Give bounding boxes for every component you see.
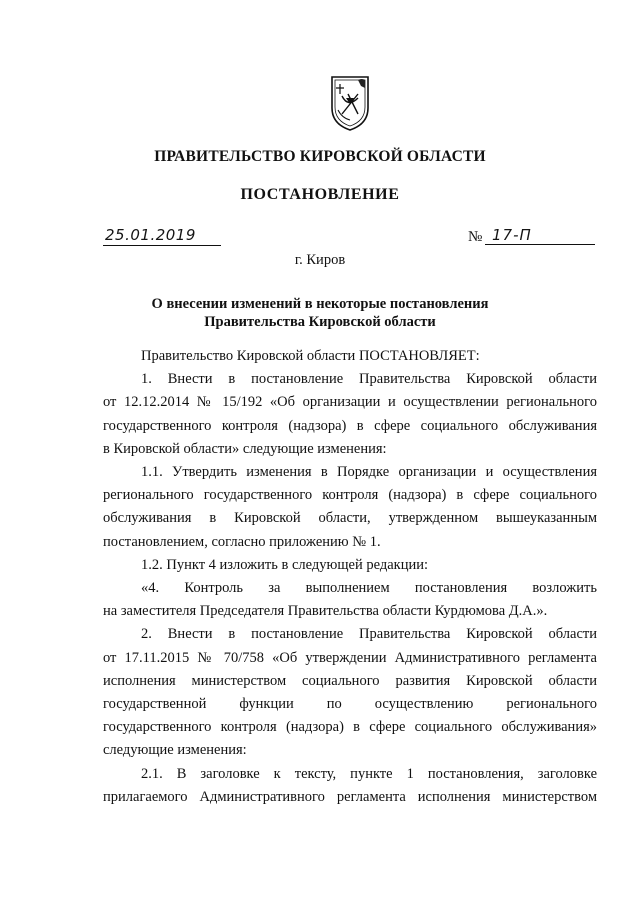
date-field (103, 226, 221, 246)
paragraph-line: от 12.12.2014 № 15/192 «Об организации и осуществлении регионального (103, 394, 597, 411)
paragraph-line: на заместителя Председателя Правительства области Курдюмова Д.А.». (103, 603, 548, 620)
government-title: ПРАВИТЕЛЬСТВО КИРОВСКОЙ ОБЛАСТИ (154, 148, 486, 165)
subject-line-1: О внесении изменений в некоторые постановления (151, 296, 489, 312)
paragraph-line: государственной функции по осуществлению регионального (103, 696, 597, 713)
number-sign: № (468, 229, 483, 245)
document-subject (100, 295, 540, 331)
paragraph-line: «4. Контроль за выполнением постановления возложить (141, 580, 597, 597)
paragraph-1-2: 1.2. Пункт 4 изложить в следующей редакции: (141, 556, 429, 573)
paragraph-2 (103, 623, 597, 762)
paragraph-line: от 17.11.2015 № 70/758 «Об утверждении Административного регламента (103, 649, 597, 666)
paragraph-line: в Кировской области» следующие изменения: (103, 440, 387, 457)
paragraph-line: государственного контроля (надзора) в сфере социального обслуживания (103, 417, 597, 434)
document-body (103, 345, 597, 809)
paragraph-line: 2. Внести в постановление Правительства Кировской области (141, 626, 597, 643)
paragraph-line: регионального государственного контроля (надзора) в сфере социального (103, 487, 597, 504)
paragraph-2-1 (103, 763, 597, 809)
kirov-region-coat-of-arms-icon (328, 74, 372, 132)
preamble: Правительство Кировской области ПОСТАНОВЛЯЕТ: (141, 348, 480, 364)
handwritten-number: 17-П (492, 226, 532, 244)
paragraph-line: прилагаемого Административного регламента исполнения министерством (103, 788, 597, 805)
city-label: г. Киров (294, 252, 346, 268)
document-type-heading: ПОСТАНОВЛЕНИЕ (240, 186, 400, 203)
paragraph-line: 2.1. В заголовке к тексту, пункте 1 постановления, заголовке (141, 765, 597, 782)
handwritten-date: 25.01.2019 (105, 226, 196, 244)
paragraph-1-1 (103, 461, 597, 554)
paragraph-line: 1.1. Утвердить изменения в Порядке организации и осуществления (141, 464, 597, 481)
number-underline (485, 244, 595, 245)
paragraph-line: постановлением, согласно приложению № 1. (103, 533, 381, 550)
subject-line-2: Правительства Кировской области (204, 314, 436, 330)
paragraph-line: государственного контроля (надзора) в сфере социального обслуживания» (103, 719, 597, 736)
paragraph-1 (103, 368, 597, 461)
paragraph-line: следующие изменения: (103, 742, 247, 759)
paragraph-quote-4 (103, 577, 597, 623)
paragraph-line: обслуживания в Кировской области, утвержденном вышеуказанным (103, 510, 597, 527)
paragraph-line: исполнения министерством социального развития Кировской области (103, 672, 597, 689)
paragraph-line: 1. Внести в постановление Правительства Кировской области (141, 371, 597, 388)
